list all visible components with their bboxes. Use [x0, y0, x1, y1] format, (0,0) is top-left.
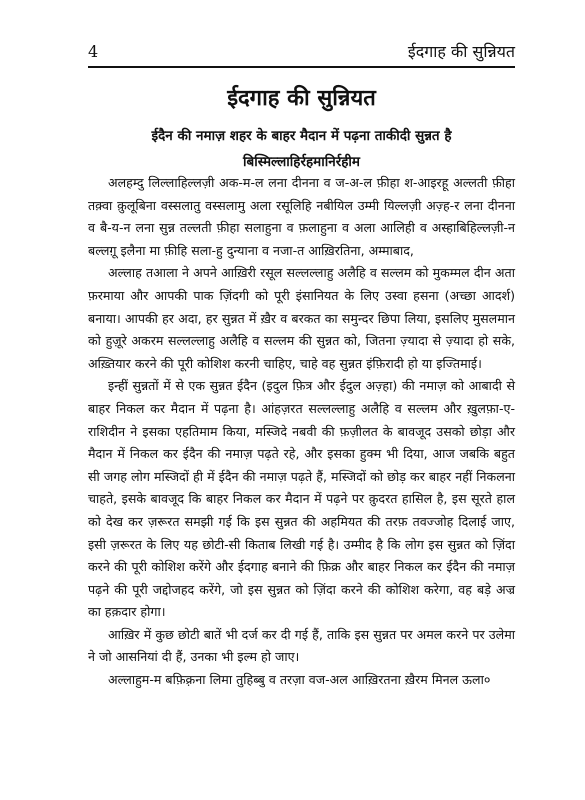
- chapter-title: ईदगाह की सुन्नियत: [227, 86, 376, 111]
- paragraph: अल्लाहुम-म बफ़िक़्रना लिमा तुहिब्बु व तरज़ा वज-अल आख़िरतना ख़ैरम मिनल ऊला०: [108, 672, 491, 688]
- body-text: [88, 172, 515, 692]
- running-header: [88, 40, 515, 68]
- paragraph: अल्लाह तआला ने अपने आख़िरी रसूल सल्लल्लाहु अलैहि व सल्लम को मुकम्मल दीन अता फ़रमाया और आपकी पाक ज़िंदगी को पूरी इंसानियत के लिए उस्वा हसना (अच्छा आदर्श) बनाया। आपकी हर अदा, हर सुन्नत में ख़ैर व बरकत का समुन्दर छिपा लिया, इसलिए मुसलमान को हुज़ूरे अकरम सल्लल्लाहु अलैहि व सल्लम की सुन्नत को, जितना ज़्यादा से ज़्यादा हो सके, अख़्तियार करने की पूरी कोशिश करनी चाहिए, चाहे वह सुन्नत इंफ़िरादी हो या इज्तिमाई।: [88, 265, 515, 371]
- bismillah-heading: बिस्मिल्लाहिर्रहमानिर्रहीम: [243, 154, 360, 170]
- running-title: ईदगाह की सुन्नियत: [407, 42, 515, 61]
- paragraph: आख़िर में कुछ छोटी बातें भी दर्ज कर दी गई हैं, ताकि इस सुन्नत पर अमल करने पर उलेमा ने जो आसनियां दी हैं, उनका भी इल्म हो जाए।: [88, 626, 515, 665]
- paragraph: इन्हीं सुन्नतों में से एक सुन्नत ईदैन (इदुल फ़ित्र और ईदुल अज़्हा) की नमाज़ को आबादी से बाहर निकल कर मैदान में पढ़ना है। आंहज़रत सल्लल्लाहु अलैहि व सल्लम और ख़ुलफ़ा-ए-राशिदीन ने इसका एहतिमाम किया, मस्जिदे नबवी की फ़ज़ीलत के बावजूद उसको छोड़ा और मैदान में निकल कर ईदैन की नमाज़ पढ़ते रहे, और इसका हुक्म भी दिया, आज जबकि बहुत सी जगह लोग मस्जिदों ही में ईदैन की नमाज़ पढ़ते हैं, मस्जिदों को छोड़ कर बाहर नहीं निकलना चाहते, इसके बावजूद कि बाहर निकल कर मैदान में पढ़ने पर क़ुदरत हासिल है, इस सूरते हाल को देख कर ज़रूरत समझी गई कि इस सुन्नत की अहमियत की तरफ़ तवज्जोह दिलाई जाए, इसी ज़रूरत के लिए यह छोटी-सी किताब लिखी गई है। उम्मीद है कि लोग इस सुन्नत को ज़िंदा करने की पूरी कोशिश करेंगे और ईदगाह बनाने की फ़िक्र और बाहर निकल कर ईदैन की नमाज़ पढ़ने की पूरी जद्दोजहद करेंगे, जो इस सुन्नत को ज़िंदा करने की कोशिश करेगा, वह बड़े अज्र का हक़दार होगा।: [88, 378, 515, 620]
- paragraph: अलहम्दु लिल्लाहिल्लज़ी अक-म-ल लना दीनना व ज-अ-ल फ़ीहा श-आइरहू अल्लती फ़ीहा तक़्वा क़ुलूबिना वस्सलातु वस्सलामु अला रसूलिहि नबीयिल उम्मी यिल्लज़ी अज़्ह-र लना दीनना व बै-य-न लना सुन्न तल्लती फ़ीहा सलाहुना व फ़लाहुना व अला आलिही व अस्हाबिहिल्लज़ी-न बल्लग़ू इलैना मा फ़ीहि सला-हु दुन्याना व नजा-त आख़िरतिना, अम्माबाद,: [88, 175, 515, 258]
- page-number: 4: [88, 42, 99, 61]
- chapter-subtitle: ईदैन की नमाज़ शहर के बाहर मैदान में पढ़ना ताकीदी सुन्नत है: [151, 128, 452, 144]
